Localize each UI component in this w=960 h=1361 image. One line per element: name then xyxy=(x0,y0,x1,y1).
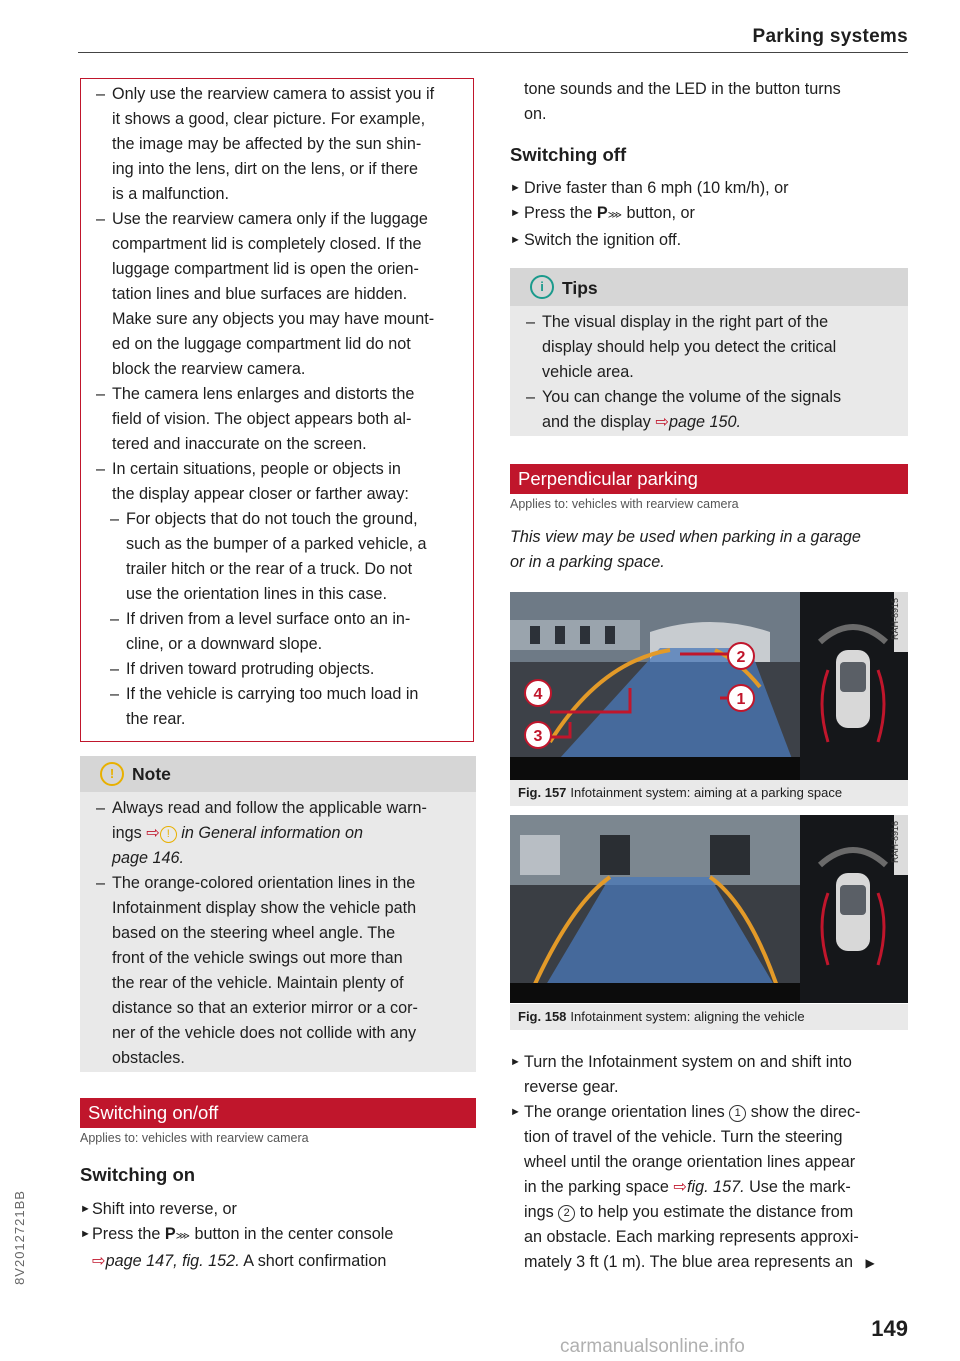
page-number: 149 xyxy=(871,1316,908,1341)
note-title: Note xyxy=(132,764,171,784)
warning-line: use the orientation lines in this case. xyxy=(126,585,387,603)
caution-icon: ! xyxy=(100,762,124,786)
tips-item: – You can change the volume of the signals xyxy=(526,388,842,406)
tips-line: and the display ⇨page 150. xyxy=(542,413,741,431)
warning-item: – In certain situations, people or objects in xyxy=(96,460,401,478)
section-title: Parking systems xyxy=(752,26,908,47)
note-line: ner of the vehicle does not collide with any xyxy=(112,1024,417,1042)
note-line: distance so that an exterior mirror or a cor- xyxy=(112,999,418,1017)
note-list xyxy=(88,796,472,1071)
step-line: mately 3 ft (1 m). The blue area represents an ▶ xyxy=(524,1253,875,1271)
figure-number: Fig. 157 xyxy=(518,785,567,800)
tips-list xyxy=(518,310,906,435)
side-document-code xyxy=(11,1180,30,1300)
switching-off-item: ► Drive faster than 6 mph (10 km/h), or xyxy=(510,179,789,197)
info-icon: i xyxy=(530,275,554,299)
note-link[interactable]: in General information on xyxy=(181,824,364,842)
camera-view-158 xyxy=(510,815,908,1003)
switching-on-line: ⇨page 147, fig. 152. A short confirmation xyxy=(92,1252,387,1270)
step-line: ings 2 to help you estimate the distance from xyxy=(524,1203,854,1221)
figure-code: RAH-8915 xyxy=(890,597,901,641)
warning-line: the rear. xyxy=(126,710,186,728)
warning-subitem: – If driven from a level surface onto an in- xyxy=(110,610,411,628)
warning-line: ing into the lens, dirt on the lens, or if there xyxy=(112,160,418,178)
step-line: tion of travel of the vehicle. Turn the steering xyxy=(524,1128,843,1146)
warning-line: Make sure any objects you may have mount- xyxy=(112,310,435,328)
note-line: front of the vehicle swings out more than xyxy=(112,949,403,967)
note-item: – The orange-colored orientation lines in the xyxy=(96,874,416,892)
figure-code: RAH-8916 xyxy=(890,820,901,864)
note-line: the rear of the vehicle. Maintain plenty of xyxy=(112,974,404,992)
warning-line: is a malfunction. xyxy=(112,185,229,203)
tips-title: Tips xyxy=(562,278,598,298)
step-line: reverse gear. xyxy=(524,1078,619,1096)
note-line: based on the steering wheel angle. The xyxy=(112,924,396,942)
intro-line: This view may be used when parking in a garage xyxy=(510,528,861,546)
continuation-line: on. xyxy=(524,105,547,123)
figure-code-box xyxy=(890,815,908,875)
parking-wave-icon: ⋙ xyxy=(607,210,622,221)
note-link-page[interactable]: page 146. xyxy=(112,849,185,867)
arrow-ref-icon: ⇨ xyxy=(655,413,669,431)
step-line: wheel until the orange orientation lines appear xyxy=(524,1153,856,1171)
warning-line: tation lines and blue surfaces are hidden. xyxy=(112,285,408,303)
marker-1: 1 xyxy=(736,691,746,708)
switching-on-item: ► Shift into reverse, or xyxy=(80,1200,237,1218)
warning-subitem: – If driven toward protruding objects. xyxy=(110,660,375,678)
warning-line: tered and inaccurate on the screen. xyxy=(112,435,367,453)
switching-on-list xyxy=(80,1197,476,1274)
continuation-text xyxy=(510,77,908,127)
switching-off-item: ► Press the P⋙ button, or xyxy=(510,204,695,222)
perpendicular-heading: Perpendicular parking xyxy=(510,464,908,494)
warning-item: – The camera lens enlarges and distorts the xyxy=(96,385,415,403)
figure-158-caption xyxy=(510,1004,908,1030)
page-link[interactable]: page 147, fig. 152. xyxy=(105,1252,240,1270)
figure-code-box xyxy=(890,592,908,652)
note-line: ings ⇨ ! in General information on xyxy=(112,824,364,842)
marker-2: 2 xyxy=(736,649,746,666)
switching-applies: Applies to: vehicles with rearview camera xyxy=(80,1131,309,1145)
warning-line: block the rearview camera. xyxy=(112,360,306,378)
watermark[interactable]: carmanualsonline.info xyxy=(560,1336,745,1357)
warning-subitem: – If the vehicle is carrying too much load in xyxy=(110,685,419,703)
perpendicular-steps xyxy=(510,1050,908,1276)
switching-on-heading: Switching on xyxy=(80,1164,196,1185)
warning-line: the display appear closer or farther away: xyxy=(112,485,409,503)
switching-off-list xyxy=(510,176,908,253)
perpendicular-intro xyxy=(510,525,908,575)
header-divider xyxy=(78,52,908,53)
caption-text: Infotainment system: aiming at a parking space xyxy=(570,785,843,800)
intro-line: or in a parking space. xyxy=(510,553,665,571)
warning-subitem: – For objects that do not touch the ground, xyxy=(110,510,418,528)
warning-list xyxy=(88,82,468,732)
camera-view-157 xyxy=(510,592,908,780)
warning-line: it shows a good, clear picture. For example, xyxy=(112,110,426,128)
warning-line: ed on the luggage compartment lid do not xyxy=(112,335,411,353)
tips-line: vehicle area. xyxy=(542,363,634,381)
note-line: obstacles. xyxy=(112,1049,185,1067)
tips-line: display should help you detect the critical xyxy=(542,338,837,356)
figure-link[interactable]: fig. 157. xyxy=(686,1178,745,1196)
marker-4: 4 xyxy=(533,686,543,703)
continuation-line: tone sounds and the LED in the button turns xyxy=(524,80,841,98)
switching-off-item: ► Switch the ignition off. xyxy=(510,231,682,249)
warning-line: compartment lid is completely closed. If the xyxy=(112,235,422,253)
note-item: – Always read and follow the applicable warn- xyxy=(96,799,427,817)
parking-button-icon: P xyxy=(596,204,608,222)
warning-item: – Only use the rearview camera to assist you if xyxy=(96,85,435,103)
figure-number: Fig. 158 xyxy=(518,1009,567,1024)
switching-on-item: ► Press the P⋙ button in the center console xyxy=(80,1225,394,1243)
marker-ref-1: 1 xyxy=(729,1105,746,1122)
figure-157-caption xyxy=(510,780,908,806)
warning-line: such as the bumper of a parked vehicle, a xyxy=(126,535,427,553)
switching-heading: Switching on/off xyxy=(80,1098,476,1128)
step-line: in the parking space ⇨fig. 157. Use the mark- xyxy=(524,1178,851,1196)
side-code-text: 8V2012721BB xyxy=(11,1190,27,1285)
warning-item: – Use the rearview camera only if the luggage xyxy=(96,210,428,228)
continue-arrow-icon: ▶ xyxy=(865,1256,875,1270)
arrow-ref-icon: ⇨ xyxy=(673,1178,687,1196)
warning-line: the image may be affected by the sun shin- xyxy=(112,135,422,153)
tips-item: – The visual display in the right part of the xyxy=(526,313,829,331)
parking-button-icon: P xyxy=(164,1225,176,1243)
arrow-ref-icon: ⇨ xyxy=(146,824,160,842)
marker-3: 3 xyxy=(533,728,543,745)
switching-off-heading: Switching off xyxy=(510,144,627,165)
note-line: Infotainment display show the vehicle path xyxy=(112,899,417,917)
marker-ref-2: 2 xyxy=(558,1205,575,1222)
parking-wave-icon: ⋙ xyxy=(175,1231,190,1242)
figure-158-image xyxy=(510,815,908,1003)
step-item: ► The orange orientation lines 1 show the direc- xyxy=(510,1103,861,1121)
step-item: ► Turn the Infotainment system on and shift into xyxy=(510,1053,852,1071)
step-line: an obstacle. Each marking represents approxi- xyxy=(524,1228,859,1246)
warning-line: cline, or a downward slope. xyxy=(126,635,323,653)
page-link[interactable]: page 150. xyxy=(668,413,741,431)
warning-line: trailer hitch or the rear of a truck. Do not xyxy=(126,560,413,578)
caution-ref-icon: ! xyxy=(160,826,177,843)
arrow-ref-icon: ⇨ xyxy=(92,1252,106,1270)
warning-line: luggage compartment lid is open the orien- xyxy=(112,260,419,278)
perpendicular-applies: Applies to: vehicles with rearview camera xyxy=(510,497,739,511)
warning-line: field of vision. The object appears both al- xyxy=(112,410,412,428)
figure-157-image xyxy=(510,592,908,780)
caption-text: Infotainment system: aligning the vehicle xyxy=(570,1009,805,1024)
